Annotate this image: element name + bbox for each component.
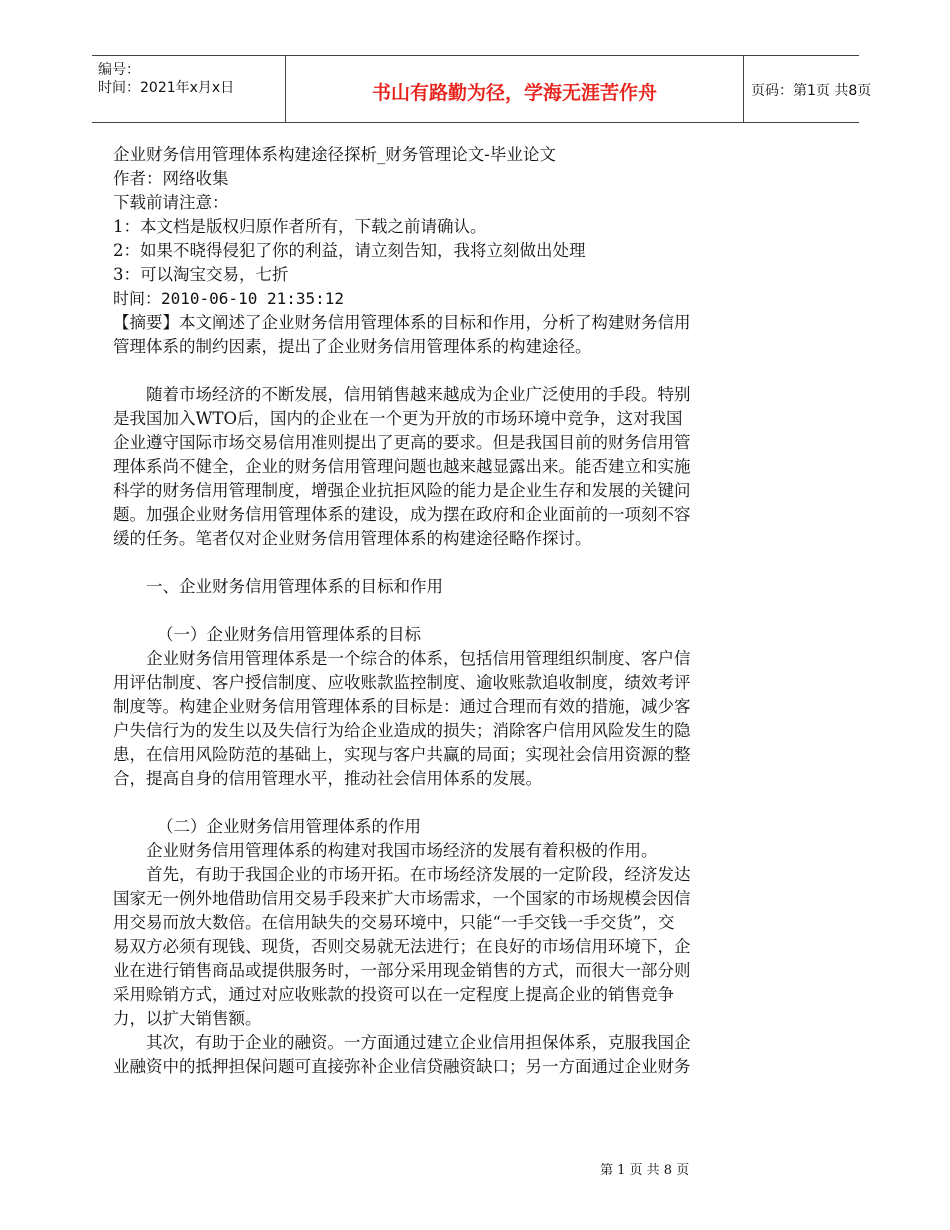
section-heading: 一、企业财务信用管理体系的目标和作用 — [146, 577, 443, 596]
paragraph-line: 用交易而放大数倍。在信用缺失的交易环境中，只能“一手交钱一手交货”，交 — [113, 913, 675, 932]
document-title: 企业财务信用管理体系构建途径探析_财务管理论文-毕业论文 — [113, 145, 556, 164]
paragraph-line: 易双方必须有现钱、现货，否则交易就无法进行；在良好的市场信用环境下，企 — [113, 937, 691, 956]
paragraph-line: 其次，有助于企业的融资。一方面通过建立企业信用担保体系，克服我国企 — [146, 1033, 691, 1052]
subsection-heading: （一）企业财务信用管理体系的目标 — [157, 625, 421, 644]
subsection-heading: （二）企业财务信用管理体系的作用 — [157, 817, 421, 836]
paragraph-line: 企业财务信用管理体系是一个综合的体系，包括信用管理组织制度、客户信 — [146, 649, 691, 668]
paragraph-line: 采用赊销方式，通过对应收账款的投资可以在一定程度上提高企业的销售竞争 — [113, 985, 674, 1004]
document-author: 作者：网络收集 — [113, 169, 229, 188]
paragraph-line: 用评估制度、客户授信制度、应收账款监控制度、逾收账款追收制度，绩效考评 — [113, 673, 691, 692]
intro-line: 科学的财务信用管理制度，增强企业抗拒风险的能力是企业生存和发展的关键问 — [113, 481, 691, 500]
paragraph-line: 业融资中的抵押担保问题可直接弥补企业信贷融资缺口；另一方面通过企业财务 — [113, 1057, 691, 1076]
paragraph-line: 企业财务信用管理体系的构建对我国市场经济的发展有着积极的作用。 — [146, 841, 658, 860]
intro-line: 随着市场经济的不断发展，信用销售越来越成为企业广泛使用的手段。特别 — [146, 385, 691, 404]
paragraph-line: 户失信行为的发生以及失信行为给企业造成的损失；消除客户信用风险发生的隐 — [113, 721, 691, 740]
intro-line: 题。加强企业财务信用管理体系的建设，成为摆在政府和企业面前的一项刻不容 — [113, 505, 691, 524]
paragraph-line: 制度等。构建企业财务信用管理体系的目标是：通过合理而有效的措施，减少客 — [113, 697, 691, 716]
abstract-line: 【摘要】本文阐述了企业财务信用管理体系的目标和作用，分析了构建财务信用 — [113, 313, 691, 332]
header-meta-cell — [92, 56, 284, 122]
header-table — [92, 55, 872, 123]
document-time-label: 时间：2021年x月x日 — [98, 80, 235, 96]
intro-line: 是我国加入WTO后，国内的企业在一个更为开放的市场环境中竞争，这对我国 — [113, 409, 683, 428]
document-timestamp: 时间：2010-06-10 21:35:12 — [113, 289, 345, 308]
abstract-line: 管理体系的制约因素，提出了企业财务信用管理体系的构建途径。 — [113, 337, 592, 356]
intro-line: 企业遵守国际市场交易信用准则提出了更高的要求。但是我国目前的财务信用管 — [113, 433, 691, 452]
header-motto: 书山有路勤为径，学海无涯苦作舟 — [371, 82, 657, 104]
notice-item: 3：可以淘宝交易，七折 — [113, 265, 289, 284]
paragraph-line: 首先，有助于我国企业的市场开拓。在市场经济发展的一定阶段，经济发达 — [146, 865, 691, 884]
paragraph-line: 合，提高自身的信用管理水平，推动社会信用体系的发展。 — [113, 769, 542, 788]
paragraph-line: 患，在信用风险防范的基础上，实现与客户共赢的局面；实现社会信用资源的整 — [113, 745, 691, 764]
paragraph-line: 国家无一例外地借助信用交易手段来扩大市场需求，一个国家的市场规模会因信 — [113, 889, 691, 908]
page-footer: 第 1 页 共 8 页 — [600, 1163, 690, 1178]
header-page-cell — [743, 56, 872, 122]
notice-item: 1：本文档是版权归原作者所有，下载之前请确认。 — [113, 217, 487, 236]
paragraph-line: 业在进行销售商品或提供服务时，一部分采用现金销售的方式，而很大一部分则 — [113, 961, 691, 980]
document-number-label: 编号： — [98, 62, 140, 78]
intro-line: 理体系尚不健全，企业的财务信用管理问题也越来越显露出来。能否建立和实施 — [113, 457, 691, 476]
document-body — [113, 143, 773, 1079]
notice-heading: 下载前请注意： — [113, 193, 229, 212]
header-motto-cell — [285, 56, 744, 122]
notice-item: 2：如果不晓得侵犯了你的利益，请立刻告知，我将立刻做出处理 — [113, 241, 586, 260]
paragraph-line: 力，以扩大销售额。 — [113, 1009, 262, 1028]
header-page-info: 页码：第1页 共8页 — [751, 83, 872, 99]
intro-line: 缓的任务。笔者仅对企业财务信用管理体系的构建途径略作探讨。 — [113, 529, 592, 548]
